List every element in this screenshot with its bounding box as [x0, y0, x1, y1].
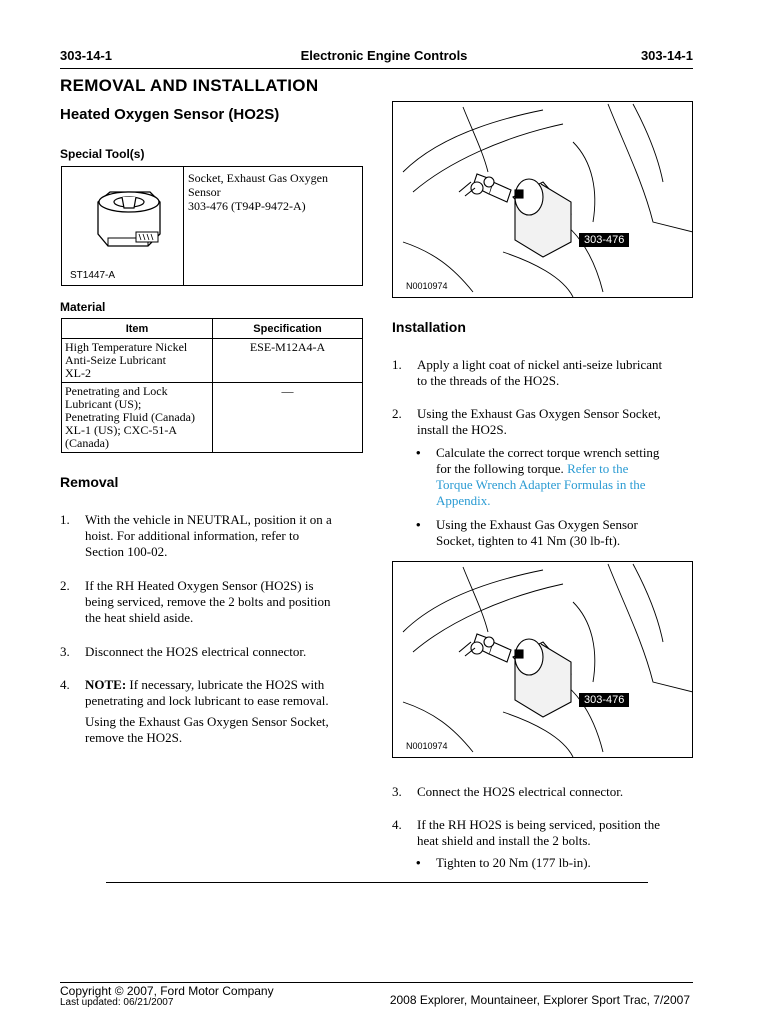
step-text [85, 512, 332, 560]
torque-formula-link[interactable]: Appendix. [436, 493, 491, 508]
bullet-line: Calculate the correct torque wrench setting [436, 445, 660, 460]
table-row [62, 339, 363, 383]
step-number: 4. [392, 817, 402, 832]
step-text [85, 578, 331, 626]
bullet-line [436, 461, 659, 477]
step-number: 3. [392, 784, 402, 799]
step-text [417, 406, 661, 438]
bullet-icon: • [416, 445, 421, 460]
tool-number: 303-476 (T94P-9472-A) [188, 199, 306, 213]
step-line: being serviced, remove the 2 bolts and position [85, 594, 331, 609]
step-text [417, 817, 660, 849]
step-line: remove the HO2S. [85, 730, 183, 745]
bullet-icon: • [416, 855, 421, 870]
torque-formula-link[interactable]: Refer to the [567, 461, 629, 476]
sensor-socket-illustration [393, 562, 693, 758]
step-line: penetrating and lock lubricant to ease removal. [85, 693, 329, 708]
page-number-right: 303-14-1 [640, 48, 693, 63]
special-tools-heading: Special Tool(s) [60, 147, 145, 161]
page-title: REMOVAL AND INSTALLATION [60, 76, 319, 95]
end-of-procedure-rule [106, 882, 648, 883]
step-line: hoist. For additional information, refer to [85, 528, 300, 543]
page-subtitle: Heated Oxygen Sensor (HO2S) [60, 106, 280, 123]
material-item [62, 339, 213, 383]
tool-name-line-2: Sensor [188, 185, 221, 199]
step-line: heat shield and install the 2 bolts. [417, 833, 591, 848]
tool-description [188, 171, 358, 213]
step-text [85, 677, 329, 746]
special-tools-table [61, 166, 363, 286]
bullet-text-plain: for the following torque. [436, 461, 568, 476]
step-text [417, 784, 623, 800]
table-divider [183, 167, 184, 285]
step-number: 2. [60, 578, 70, 593]
removal-heading: Removal [60, 474, 119, 490]
item-line: XL-1 (US); CXC-51-A [65, 423, 177, 437]
figure-sensor-removal [392, 101, 693, 298]
tool-callout: 303-476 [579, 233, 629, 247]
item-line: XL-2 [65, 366, 91, 380]
figure-code: N0010974 [406, 281, 448, 291]
publication-text: 2008 Explorer, Mountaineer, Explorer Sport Trac, 7/2007 [389, 993, 690, 1007]
item-line: High Temperature Nickel [65, 340, 188, 354]
step-text [417, 357, 662, 389]
item-line: Penetrating Fluid (Canada) [65, 410, 195, 424]
note-label: NOTE: [85, 677, 127, 692]
step-text [85, 644, 306, 660]
step-line: Section 100-02. [85, 544, 168, 559]
bullet-line: Using the Exhaust Gas Oxygen Sensor [436, 517, 638, 532]
note-text: If necessary, lubricate the HO2S with [126, 677, 325, 692]
tool-image-code: ST1447-A [70, 270, 116, 281]
step-line: If the RH HO2S is being serviced, position the [417, 817, 660, 832]
material-spec: — [213, 383, 363, 453]
bullet-text [436, 445, 659, 509]
sensor-socket-illustration [393, 102, 693, 298]
bullet-icon: • [416, 517, 421, 532]
step-line: Using the Exhaust Gas Oxygen Sensor Socket, [417, 406, 661, 421]
section-title: Electronic Engine Controls [300, 48, 468, 63]
step-number: 3. [60, 644, 70, 659]
material-heading: Material [60, 300, 106, 314]
item-line: Lubricant (US); [65, 397, 142, 411]
last-updated-text: Last updated: 06/21/2007 [60, 997, 174, 1008]
header-rule [60, 68, 693, 69]
bullet-text [436, 517, 638, 549]
material-table [61, 318, 363, 453]
step-line: the heat shield aside. [85, 610, 194, 625]
column-header-item: Item [62, 319, 213, 339]
material-spec: ESE-M12A4-A [213, 339, 363, 383]
step-line: Apply a light coat of nickel anti-seize lubricant [417, 357, 663, 372]
table-row [62, 383, 363, 453]
step-number: 1. [392, 357, 402, 372]
step-line: Using the Exhaust Gas Oxygen Sensor Socket, [85, 714, 329, 729]
bullet-line: Socket, tighten to 41 Nm (30 lb-ft). [436, 533, 621, 548]
step-line [85, 677, 329, 693]
item-line: Anti-Seize Lubricant [65, 353, 166, 367]
column-header-specification: Specification [213, 319, 363, 339]
material-item [62, 383, 213, 453]
tool-name-line-1: Socket, Exhaust Gas Oxygen [188, 171, 328, 185]
torque-formula-link[interactable]: Torque Wrench Adapter Formulas in the [436, 477, 646, 492]
step-line: With the vehicle in NEUTRAL, position it on a [85, 512, 332, 527]
tool-callout: 303-476 [579, 693, 629, 707]
step-line: Disconnect the HO2S electrical connector. [85, 644, 307, 659]
copyright-text: Copyright © 2007, Ford Motor Company [60, 984, 274, 998]
step-line: Connect the HO2S electrical connector. [417, 784, 624, 799]
table-header-row [62, 319, 363, 339]
step-number: 4. [60, 677, 70, 692]
item-line: Penetrating and Lock [65, 384, 168, 398]
step-line: If the RH Heated Oxygen Sensor (HO2S) is [85, 578, 314, 593]
oxygen-sensor-socket-icon [80, 182, 170, 262]
footer-rule [60, 982, 693, 983]
item-line: (Canada) [65, 436, 109, 450]
step-line: to the threads of the HO2S. [417, 373, 560, 388]
step-number: 1. [60, 512, 70, 527]
installation-heading: Installation [392, 319, 466, 335]
page-number-left: 303-14-1 [60, 48, 113, 63]
figure-sensor-installation [392, 561, 693, 758]
bullet-line: Tighten to 20 Nm (177 lb-in). [436, 855, 591, 870]
bullet-text [436, 855, 591, 871]
step-number: 2. [392, 406, 402, 421]
figure-code: N0010974 [406, 741, 448, 751]
step-line: install the HO2S. [417, 422, 507, 437]
